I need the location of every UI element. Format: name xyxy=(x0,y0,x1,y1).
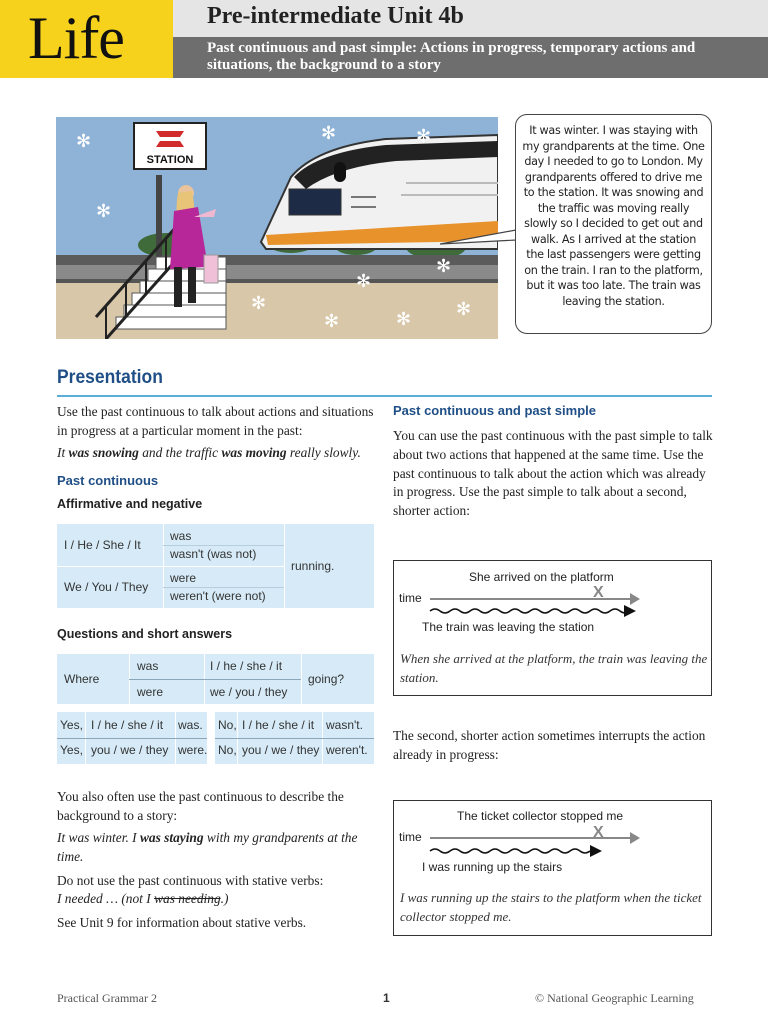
unit-subtitle: Past continuous and past simple: Actions in progress, temporary actions and situations, the background to a story xyxy=(207,40,696,73)
past-continuous-heading: Past continuous xyxy=(57,473,159,488)
svg-text:✻: ✻ xyxy=(251,293,267,314)
no-subject-1: I / he / she / it xyxy=(242,718,315,732)
question-where: Where xyxy=(64,672,100,686)
speech-bubble xyxy=(515,114,712,334)
right-para-2: The second, shorter action sometimes interrupts the action already in progress: xyxy=(393,728,706,762)
verb-running: running. xyxy=(291,559,335,573)
questions-table xyxy=(57,654,374,704)
timeline1-caption: When she arrived at the platform, the train was leaving the station. xyxy=(400,651,708,685)
questions-heading: Questions and short answers xyxy=(57,627,233,641)
unit-title-bar xyxy=(173,0,768,37)
svg-text:✻: ✻ xyxy=(436,256,452,277)
subject-plural: We / You / They xyxy=(64,580,149,594)
timeline1-top-label: She arrived on the platform xyxy=(469,570,614,584)
yes-subject-1: I / he / she / it xyxy=(91,718,164,732)
no-aux-2: weren't. xyxy=(326,743,368,757)
no-1: No, xyxy=(218,718,237,732)
example-winter: It was winter. I was staying with my grandparents at the time. xyxy=(57,830,358,864)
aff-was: was xyxy=(170,529,192,543)
svg-text:✻: ✻ xyxy=(96,201,112,222)
subject-singular: I / He / She / It xyxy=(64,538,141,552)
footer-book-title: Practical Grammar 2 xyxy=(57,991,157,1005)
question-going: going? xyxy=(308,672,345,686)
svg-text:✻: ✻ xyxy=(321,123,337,144)
neg-werent: weren't (were not) xyxy=(170,589,266,603)
subtitle-bar xyxy=(173,37,768,78)
no-aux-1: wasn't. xyxy=(326,718,363,732)
presentation-rule xyxy=(57,395,712,397)
timeline1-bottom-label: The train was leaving the station xyxy=(422,620,595,634)
right-para-1: You can use the past continuous with the past simple to talk about two actions that happened at the same time. Use the past continuous to talk about the action which was already in progress. Use the past simple to talk about a second, shorter action: xyxy=(393,428,713,519)
timeline1-time-label: time xyxy=(399,591,422,605)
story-intro-text: You also often use the past continuous to describe the background to a story: xyxy=(57,789,344,823)
question-was: was xyxy=(137,659,159,673)
life-logo xyxy=(0,0,173,78)
stative-example: I needed … (not I was needing.) xyxy=(57,891,229,906)
yes-subject-2: you / we / they xyxy=(91,743,169,757)
affirmative-negative-table xyxy=(57,524,374,608)
affirmative-negative-heading: Affirmative and negative xyxy=(57,497,203,511)
past-continuous-simple-heading: Past continuous and past simple xyxy=(393,403,596,418)
svg-text:✻: ✻ xyxy=(396,309,412,330)
timeline2-top-label: The ticket collector stopped me xyxy=(457,809,624,823)
svg-text:✻: ✻ xyxy=(324,311,340,332)
intro-text: Use the past continuous to talk about actions and situations in progress at a particular moment in the past: xyxy=(57,404,374,438)
speech-bubble-text: It was winter. I was staying with my grandparents at the time. One day I needed to go to London. My grandparents offered to drive me to the station. It was snowing and the traffic was moving really slowly so I decided to get out and walk. As I arrived at the station the last passengers were getting on the train. I ran to the platform, but it was too late. The train was leaving the station. xyxy=(522,124,705,308)
yes-aux-2: were. xyxy=(178,743,208,757)
timeline2-caption: I was running up the stairs to the platform when the ticket collector stopped me. xyxy=(400,890,702,924)
svg-text:✻: ✻ xyxy=(416,126,432,147)
timeline2-bottom-label: I was running up the stairs xyxy=(422,860,563,874)
question-subject-singular: I / he / she / it xyxy=(210,659,283,673)
short-answers-yes xyxy=(57,712,207,764)
short-answers-no xyxy=(215,712,374,764)
timeline-box-2 xyxy=(393,800,712,936)
yes-1: Yes, xyxy=(60,718,83,732)
svg-text:✻: ✻ xyxy=(456,299,472,320)
presentation-heading: Presentation xyxy=(57,367,163,388)
unit-title: Pre-intermediate Unit 4b xyxy=(207,3,464,29)
neg-wasnt: wasn't (was not) xyxy=(170,547,257,561)
svg-text:✻: ✻ xyxy=(356,271,372,292)
station-illustration xyxy=(56,117,498,339)
aff-were: were xyxy=(170,571,197,585)
see-unit-text: See Unit 9 for information about stative verbs. xyxy=(57,915,307,930)
svg-text:X: X xyxy=(593,824,604,841)
train-station-scene xyxy=(56,117,498,339)
svg-text:X: X xyxy=(593,584,604,601)
page-number: 1 xyxy=(383,991,390,1005)
svg-text:✻: ✻ xyxy=(76,131,92,152)
no-2: No, xyxy=(218,743,237,757)
yes-aux-1: was. xyxy=(178,718,203,732)
question-subject-plural: we / you / they xyxy=(210,685,288,699)
question-were: were xyxy=(137,685,164,699)
timeline2-time-label: time xyxy=(399,830,422,844)
stative-text: Do not use the past continuous with stative verbs: xyxy=(57,873,324,888)
station-sign-text: STATION xyxy=(146,154,194,166)
timeline-box-1 xyxy=(393,560,712,696)
no-subject-2: you / we / they xyxy=(242,743,320,757)
example-snowing: It was snowing and the traffic was moving really slowly. xyxy=(57,445,361,460)
speech-bubble-tail xyxy=(440,222,520,252)
footer-copyright: © National Geographic Learning xyxy=(535,991,694,1005)
yes-2: Yes, xyxy=(60,743,83,757)
logo-text: Life xyxy=(28,5,124,71)
